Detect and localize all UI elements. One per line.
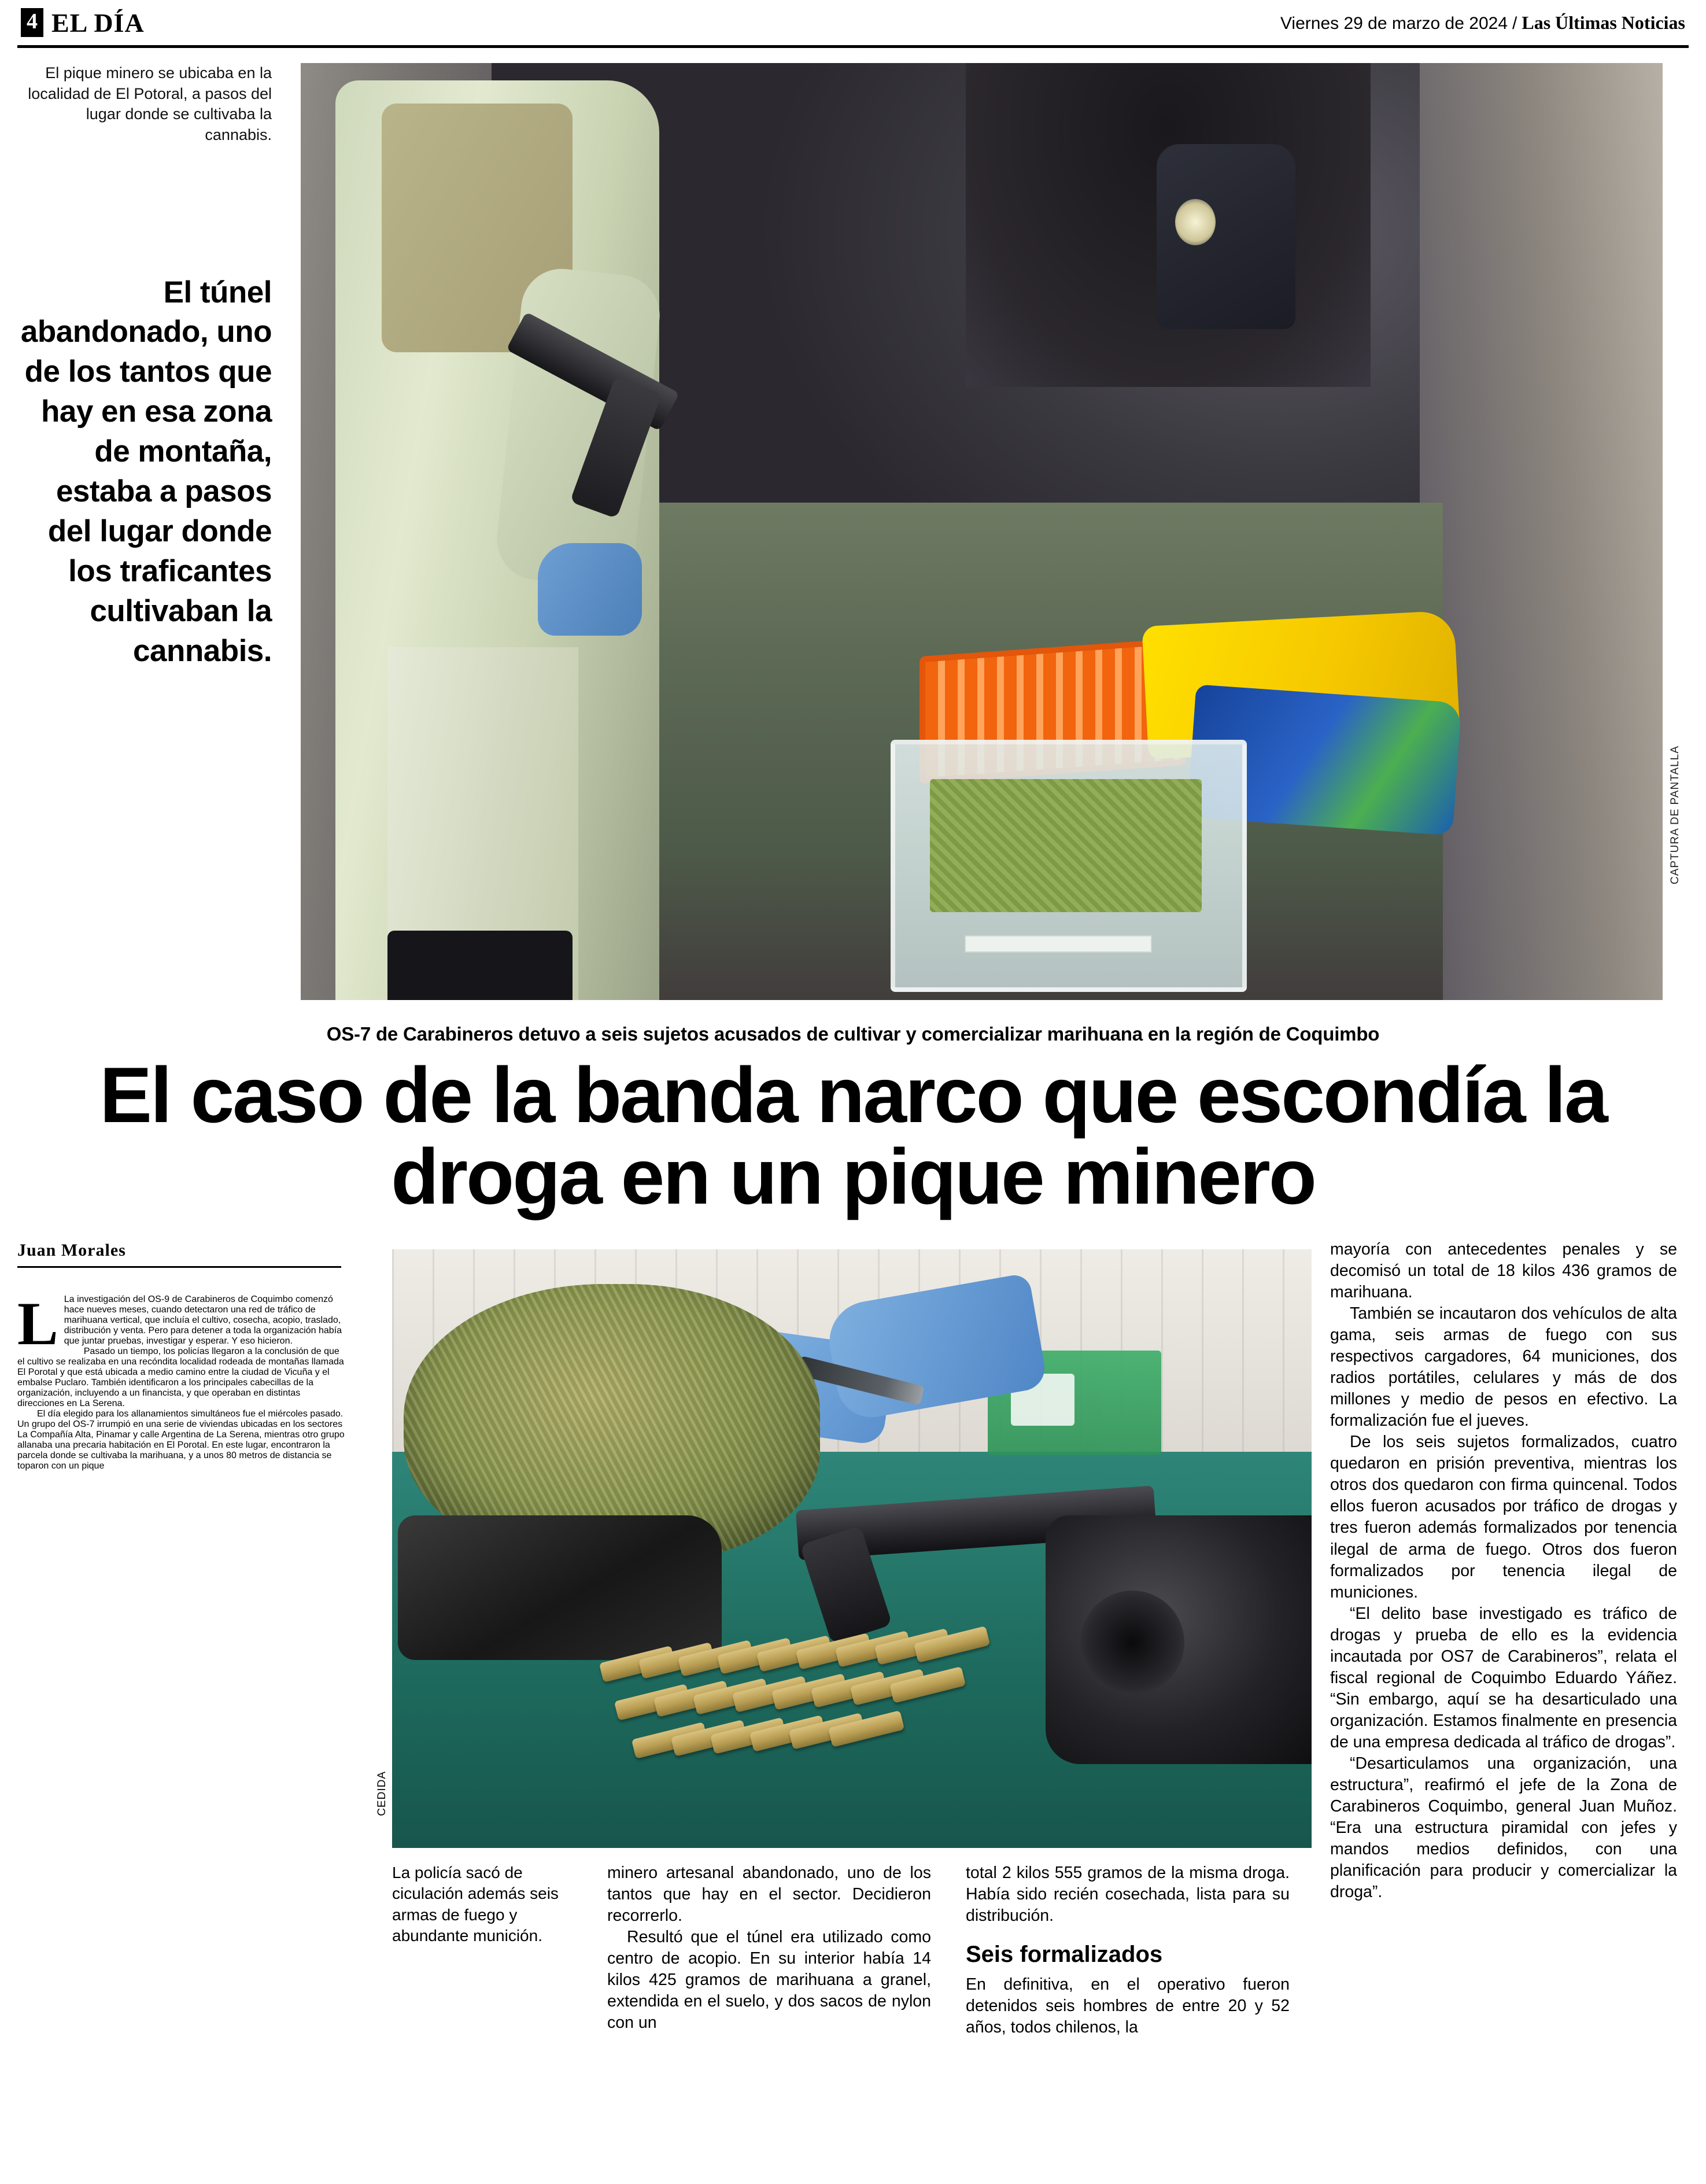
paragraph: [17, 1346, 348, 1409]
column-1: [17, 1239, 348, 1277]
paragraph-text: total 2 kilos 555 gramos de la misma droga. Había sido recién cosechada, lista para su distribución.: [966, 1863, 1290, 1925]
hero-photo: [301, 63, 1663, 1000]
column-3-text: [966, 1862, 1290, 2038]
paragraph-text: La investigación del OS-9 de Carabineros de Coquimbo comenzó hace nueves meses, cuando detectaron una red de tráfico de marihuana vertical, que incluía el cultivo, cosecha, acopio, traslado, distribución y venta. Pero para detener a toda la organización había que juntar pruebas, investigar y esperar. Y eso hicieron.: [64, 1294, 342, 1346]
article-body: [17, 1239, 1689, 2037]
paragraph-text: De los seis sujetos formalizados, cuatro quedaron en prisión preventiva, mientras los otros dos quedaron con firma quincenal. Todos ellos fueron acusados por tráfico de drogas y tres fueron además formalizados por tenencia ilegal de arma de fuego. Otros dos fueron formalizados por tenencia ilegal de municiones.: [1330, 1433, 1677, 1602]
column-4-text: [1330, 1239, 1677, 1903]
pull-quote: El túnel abandonado, uno de los tantos que hay en esa zona de montaña, estaba a pasos del lugar donde los traficantes cultivaban la cannabis.: [20, 275, 272, 668]
officer-boot: [387, 931, 573, 1000]
paragraph-text: “Desarticulamos una organización, una estructura”, reafirmó el jefe de la Zona de Carabineros Coquimbo, general Juan Muñoz. “Era una estructura piramidal con jefes y mandos medios definidos, con una planificación para producir y comercializar la droga”.: [1330, 1754, 1677, 1902]
officer-glove: [538, 543, 642, 636]
officer-figure: [335, 80, 659, 1000]
hero-photo-credit: CAPTURA DE PANTALLA: [1669, 746, 1681, 885]
paragraph: [1330, 1603, 1677, 1753]
byline: Juan Morales: [17, 1240, 126, 1260]
section-subhead: Seis formalizados: [966, 1942, 1163, 1968]
paragraph: [1330, 1432, 1677, 1603]
second-officer-figure: [1157, 144, 1295, 329]
article-kicker: OS-7 de Carabineros detuvo a seis sujetos acusados de cultivar y comercializar marihuana en la región de Coquimbo: [326, 1023, 1380, 1045]
page-folio: 4: [21, 8, 43, 37]
mid-photo-caption: La policía sacó de ciculación además seis armas de fuego y abundante munición.: [392, 1863, 559, 1945]
mid-photo: [392, 1249, 1312, 1848]
paragraph: [17, 1409, 348, 1471]
column-2-text: [607, 1862, 931, 2034]
paragraph: [17, 1289, 348, 1357]
plastic-box: [891, 740, 1247, 992]
paragraph-text: En definitiva, en el operativo fueron detenidos seis hombres de entre 20 y 52 años, todos chilenos, la: [966, 1975, 1290, 2037]
column-1-text: [17, 1289, 348, 1471]
paragraph: [607, 1862, 931, 1927]
top-photo-block: [17, 63, 1689, 1012]
paragraph: [1330, 1753, 1677, 1903]
paragraph-text: minero artesanal abandonado, uno de los tantos que hay en el sector. Decidieron recorrerlo.: [607, 1863, 931, 1925]
masthead-dateline: [1280, 12, 1685, 34]
ammunition-row: [600, 1648, 1098, 1787]
masthead-title: EL DÍA: [51, 8, 145, 38]
paragraph: [966, 1974, 1290, 2038]
masthead-separator: /: [1512, 13, 1517, 33]
masthead-paper-name: Las Últimas Noticias: [1522, 12, 1685, 33]
mid-photo-credit: CEDIDA: [376, 1770, 388, 1816]
paragraph: [966, 1862, 1290, 1927]
pistol-grip: [570, 377, 662, 519]
drop-cap: L: [17, 1289, 58, 1357]
article-headline: El caso de la banda narco que escondía la droga en un pique minero: [99, 1051, 1607, 1221]
byline-rule: [17, 1266, 341, 1268]
paragraph: [1330, 1239, 1677, 1303]
bullet: [828, 1710, 904, 1747]
rock-wall-right: [1420, 63, 1663, 1000]
top-left-column: [17, 63, 283, 671]
black-plastic-bag: [398, 1515, 722, 1660]
paragraph-text: mayoría con antecedentes penales y se decomisó un total de 18 kilos 436 gramos de marihuana.: [1330, 1239, 1677, 1301]
paragraph-text: Resultó que el túnel era utilizado como centro de acopio. En su interior había 14 kilos 425 gramos de marihuana a granel, extendida en el suelo, y dos sacos de nylon con un: [607, 1928, 931, 2032]
paragraph-text: Pasado un tiempo, los policías llegaron a la conclusión de que el cultivo se realizaba en una recóndita localidad rodeada de montañas llamada El Porotal y que está ubicada a medio camino entre la ciudad de Vicuña y el embalse Puclaro. También identificaron a los principales cabecillas de la organización, incluyendo a un financista, y que operaban en distintas direcciones en La Serena.: [17, 1346, 344, 1408]
officer-pistol: [526, 312, 700, 503]
paragraph-text: También se incautaron dos vehículos de alta gama, seis armas de fuego con sus respectivos cargadores, 64 municiones, dos radios portátiles, celulares y más de dos millones y medio de pesos en efectivo. La formalización fue el jueves.: [1330, 1304, 1677, 1430]
paragraph-text: El día elegido para los allanamientos simultáneos fue el miércoles pasado. Un grupo del OS-7 irrumpió en una serie de viviendas ubicadas en los sectores La Compañía Alta, Pinamar y calle Argentina de La Serena, mientras otro grupo allanaba una precaria habitación en El Porotal. En este lugar, encontraron la parcela donde se cultivaba la marihuana, y a unos 80 metros de distancia se toparon con un pique: [17, 1408, 345, 1471]
flashlight-glow: [1175, 199, 1216, 245]
masthead: [17, 0, 1689, 48]
box-label: [965, 935, 1152, 953]
bullet: [889, 1666, 966, 1703]
paragraph-text: “El delito base investigado es tráfico de drogas y prueba de ello es la evidencia incautada por OS7 de Carabineros”, relata el fiscal regional de Coquimbo Eduardo Yáñez. “Sin embargo, aquí se ha desarticulado una organización. Estamos finalmente en presencia de una empresa dedicada al tráfico de drogas”.: [1330, 1604, 1677, 1751]
masthead-date: Viernes 29 de marzo de 2024: [1280, 13, 1508, 33]
paragraph: [1330, 1303, 1677, 1432]
cannabis-contents: [930, 779, 1202, 912]
top-photo-caption: El pique minero se ubicaba en la localidad de El Potoral, a pasos del lugar donde se cultivaba la cannabis.: [28, 64, 272, 143]
paragraph: [607, 1927, 931, 2034]
